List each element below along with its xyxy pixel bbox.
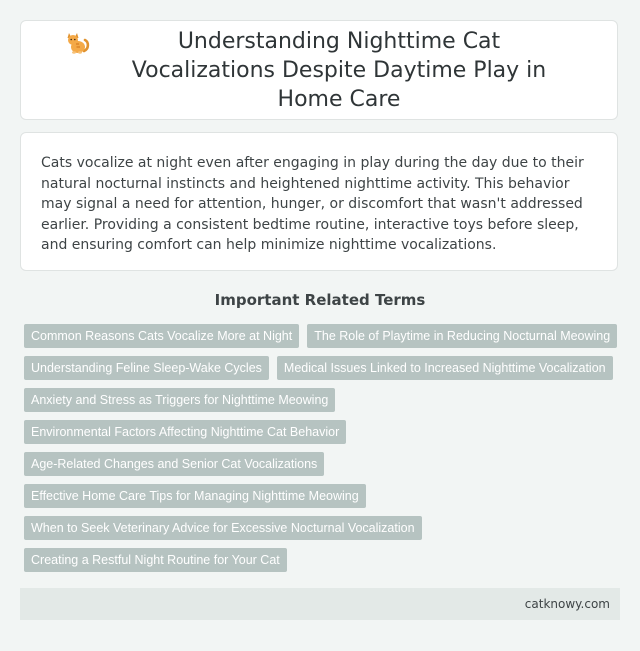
related-term-tag[interactable]: Common Reasons Cats Vocalize More at Night [24, 324, 299, 348]
title-card [20, 20, 618, 120]
footer [20, 588, 620, 620]
summary-card [20, 132, 618, 271]
related-term-tag[interactable]: Creating a Restful Night Routine for Your Cat [24, 548, 287, 572]
summary-text: Cats vocalize at night even after engaging in play during the day due to their natural nocturnal instincts and heightened nighttime activity. This behavior may signal a need for attention, hunger, or discomfort that wasn't addressed earlier. Providing a consistent bedtime routine, interactive toys before sleep, and ensuring comfort can help minimize nighttime vocalizations. [41, 155, 584, 253]
footer-site[interactable]: catknowy.com [524, 597, 610, 611]
related-term-tag[interactable]: Effective Home Care Tips for Managing Nighttime Meowing [24, 484, 366, 508]
related-terms-list [24, 324, 620, 572]
related-term-tag[interactable]: Environmental Factors Affecting Nighttime Cat Behavior [24, 420, 346, 444]
related-term-tag[interactable]: When to Seek Veterinary Advice for Excessive Nocturnal Vocalization [24, 516, 422, 540]
page-title: Understanding Nighttime Cat Vocalizations Despite Daytime Play in Home Care [131, 28, 547, 112]
related-terms-heading: Important Related Terms [214, 291, 426, 309]
cat-icon [64, 29, 90, 55]
related-term-tag[interactable]: Anxiety and Stress as Triggers for Nighttime Meowing [24, 388, 335, 412]
related-term-tag[interactable]: Age-Related Changes and Senior Cat Vocalizations [24, 452, 324, 476]
related-term-tag[interactable]: Understanding Feline Sleep-Wake Cycles [24, 356, 269, 380]
title-wrap [64, 27, 574, 114]
related-term-tag[interactable]: Medical Issues Linked to Increased Nighttime Vocalization [277, 356, 613, 380]
related-term-tag[interactable]: The Role of Playtime in Reducing Nocturnal Meowing [307, 324, 617, 348]
